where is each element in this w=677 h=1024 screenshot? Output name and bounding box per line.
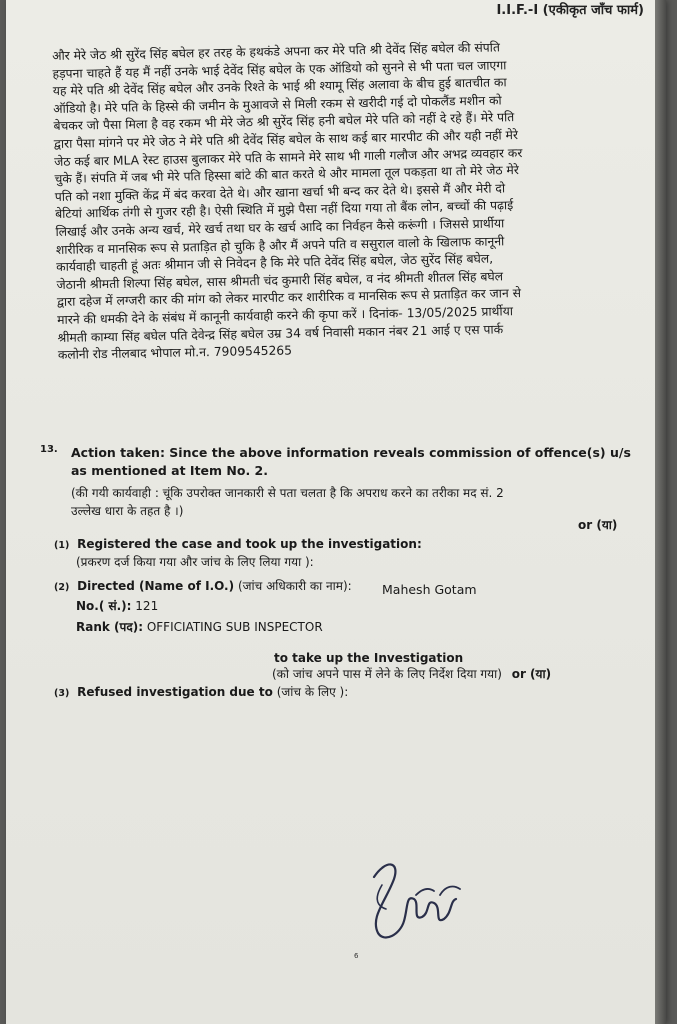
letter-line: द्वारा दहेज में लग्जरी कार की मांग को लेकर मारपीट कर शारीरिक व मानसिक रूप से प्रताड़ित कर जान से	[56, 286, 522, 310]
letter-line: यह मेरे पति श्री देवेंद सिंह बघेल और उनके रिश्ते के भाई श्री श्यामू सिंह अलावा के बीच हुई बातचीत का	[52, 75, 507, 99]
letter-line: श्रीमती काम्या सिंह बघेल पति देवेन्द्र सिंह बघेल उम्र 34 वर्ष निवासी मकान नंबर 21 आई ए एस पार्क	[57, 321, 504, 345]
letter-line: द्वारा पैसा मांगने पर मेरे जेठ ने मेरे पति श्री देवेंद सिंह बघेल के साथ कई बार मारपीट की और यही नहीं मेरे	[53, 128, 519, 151]
section-number: 13.	[40, 444, 58, 455]
letter-line: कार्यवाही चाहती हूं अतः श्रीमान जी से निवेदन है कि मेरे पति देवेंद सिंह बघेल, जेठ सुरेंद सिंह बघेल,	[56, 251, 494, 275]
item-number: (3)	[54, 688, 70, 699]
io-number-label: No.( सं.):	[76, 599, 132, 613]
letter-line: शारीरिक व मानसिक रूप से प्रताड़ित हो चुकि है और मैं अपने पति व ससुराल वालो के खिलाफ कानूनी	[55, 233, 505, 257]
handwritten-signature	[356, 855, 466, 945]
take-up-text: to take up the Investigation	[274, 651, 464, 665]
page-edge-shadow	[655, 0, 666, 1024]
or-label: or (या)	[511, 667, 552, 681]
document-page	[6, 0, 666, 1024]
action-hindi-line: (की गयी कार्यवाही : चूंकि उपरोक्त जानकारी से पता चलता है कि अपराध करने का तरीका मद सं. 2	[71, 486, 504, 500]
item-text: Directed (Name of I.O.)	[77, 579, 235, 593]
item-hindi: (जांच के लिए ):	[276, 685, 349, 699]
rank-label: Rank (पद):	[76, 620, 143, 634]
action-title-line: as mentioned at Item No. 2.	[71, 463, 268, 478]
item-text: Registered the case and took up the investigation:	[77, 537, 422, 551]
item-refused-investigation	[54, 684, 348, 702]
action-hindi-line: उल्लेख धारा के तहत है ।)	[71, 504, 184, 518]
io-number-value: 121	[135, 599, 159, 613]
item-hindi: (जांच अधिकारी का नाम):	[237, 579, 352, 593]
action-taken-title	[71, 444, 631, 480]
item-number: (2)	[54, 582, 70, 593]
letter-line: लिखाई और उनके अन्य खर्च, मेरे खर्च तथा घर के खर्च आदि का निर्वहन कैसे करूंगी । जिससे प्रार्थीया	[55, 216, 505, 239]
letter-line: पति को नशा मुक्ति केंद्र में बंद करवा देते थे। और खाना खर्चा भी बन्द कर देते थे। इससे मैं और मेरी दो	[54, 181, 506, 204]
letter-line: चुके हैं। संपति में जब भी मेरे पति हिस्सा बांटे की बात करते थे और मामला तूल पकड़ता था तो मेरे जेठ मेरे	[54, 163, 519, 187]
letter-line: हड़पना चाहते हैं यह मैं नहीं उनके भाई देवेंद सिंह बघेल के एक ऑडियो को सुनने से भी पता चल जाएगा	[52, 57, 507, 81]
item-number: (1)	[54, 540, 70, 551]
rank-value: OFFICIATING SUB INSPECTOR	[146, 620, 323, 634]
action-title-line: Action taken: Since the above information reveals commission of offence(s) u/s	[71, 445, 631, 460]
take-up-investigation	[272, 650, 551, 682]
complaint-letter-body	[52, 37, 634, 365]
io-name-value: Mahesh Gotam	[382, 582, 477, 597]
item-registered-case	[54, 536, 422, 570]
letter-line: ऑडियो है। मेरे पति के हिस्से की जमीन के मुआवजे से मिली रकम से खरीदी गई दो पोकलैंड मशीन को	[53, 93, 502, 116]
page-number: 6	[354, 952, 359, 960]
letter-line: जेठानी श्रीमती शिल्पा सिंह बघेल, सास श्रीमती चंद कुमारी सिंह बघेल, व नंद श्रीमती शीतल सिंह बघेल	[56, 269, 504, 292]
or-label: or (या)	[578, 518, 618, 532]
item-text: Refused investigation due to	[77, 685, 273, 699]
take-up-hindi: (को जांच अपने पास में लेने के लिए निर्देश दिया गया)	[272, 667, 502, 681]
letter-line: कलोनी रोड नीलबाद भोपाल मो.न. 7909545265	[57, 343, 293, 363]
form-header: I.I.F.-I (एकीकृत जाँच फार्म)	[496, 3, 644, 18]
letter-line: बेटियां आर्थिक तंगी से गुजर रही है। ऐसी स्थिति में मुझे पैसा नहीं दिया गया तो बैंक लोन, बच्चों की पढ़ाई	[55, 198, 514, 222]
action-taken-hindi	[71, 484, 504, 520]
item-hindi: (प्रकरण दर्ज किया गया और जांच के लिए लिया गया ):	[76, 555, 314, 569]
letter-line: जेठ कई बार MLA रेस्ट हाउस बुलाकर मेरे पति के सामने मेरे साथ भी गाली गलौज और अभद्र व्यवहार कर	[54, 145, 523, 169]
letter-line: मारने की धमकी देने के संबंध में कानूनी कार्यवाही करने की कृपा करें । दिनांक- 13/05/2025 प्रार्थीया	[57, 304, 514, 327]
letter-line: और मेरे जेठ श्री सुरेंद सिंह बघेल हर तरह के हथकंडे अपना कर मेरे पति श्री देवेंद सिंह बघेल की संपति	[52, 40, 501, 63]
item-directed-io	[54, 578, 352, 635]
letter-line: बेचकर जो पैसा मिला है वह रकम भी मेरे जेठ श्री सुरेंद सिंह हनी बघेल मेरे पति को नहीं दे रहे हैं। मेरे पति	[53, 110, 515, 134]
